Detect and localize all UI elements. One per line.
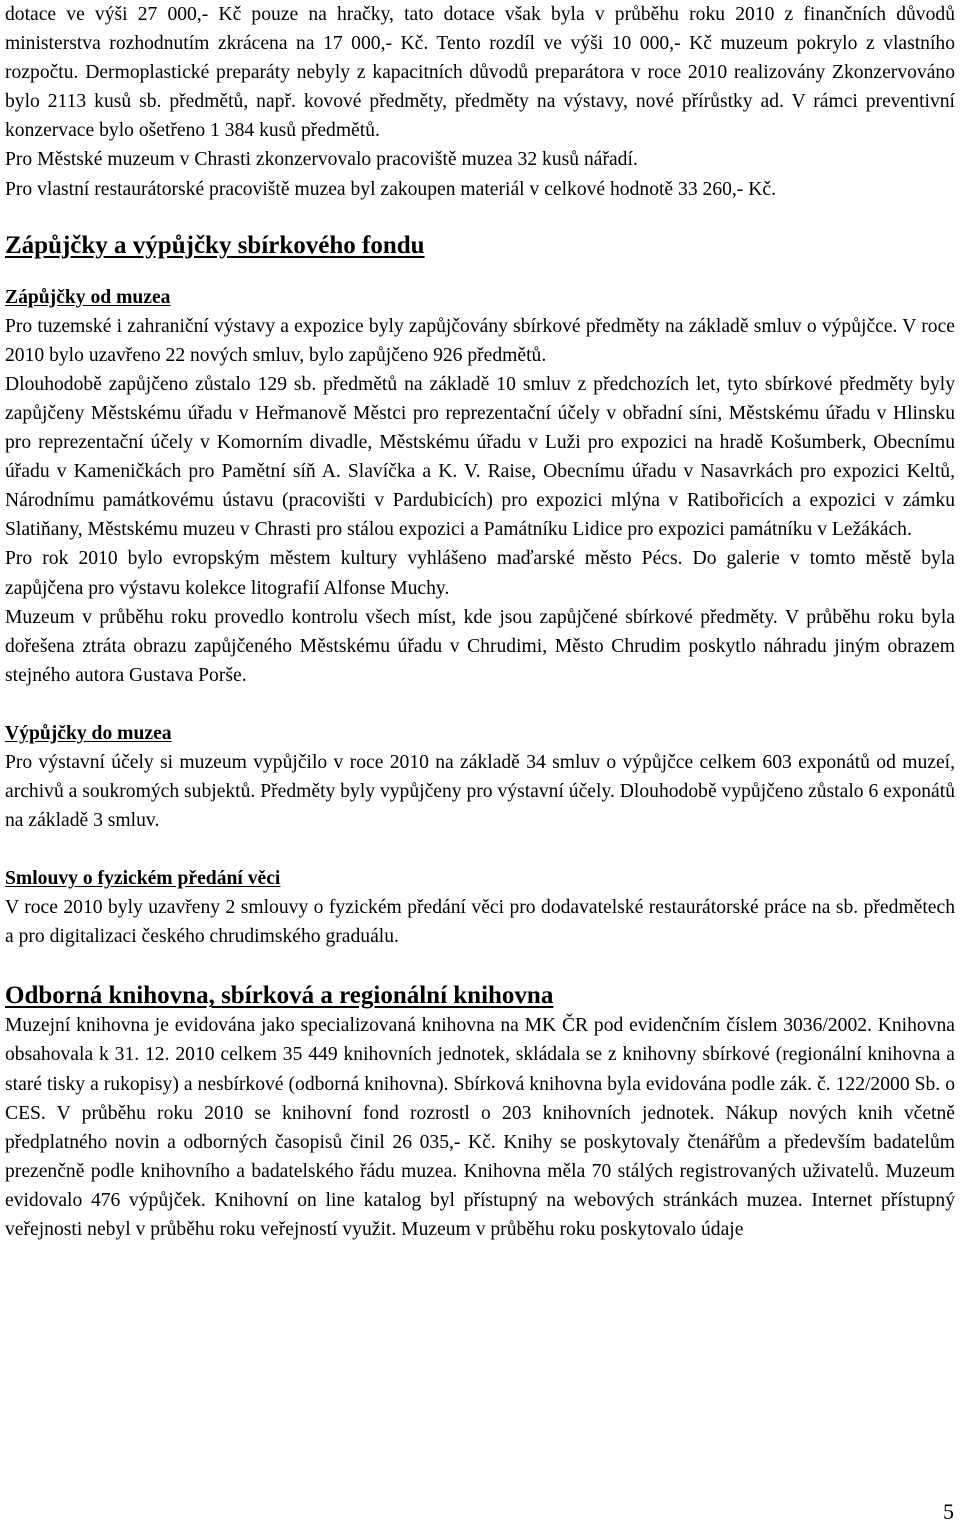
loans-in-paragraph-1: Pro výstavní účely si muzeum vypůjčilo v roce 2010 na základě 34 smluv o výpůjčce celkem 603 exponátů od muzeí, archivů a soukromých subjektů. Předměty byly vypůjčeny pro výstavní účely. Dlouhodobě vypůjčeno zůstalo 6 exponátů na základě 3 smluv. [5, 751, 955, 832]
document-page [5, 0, 955, 1244]
section-heading-library: Odborná knihovna, sbírková a regionální knihovna [5, 982, 554, 1010]
contracts-paragraph-1: V roce 2010 byly uzavřeny 2 smlouvy o fyzickém předání věci pro dodavatelské restaurátorské práce na sb. předmětech a pro digitalizaci českého chrudimského graduálu. [5, 897, 955, 948]
intro-paragraph-2: Pro Městské muzeum v Chrasti zkonzervovalo pracoviště muzea 32 kusů nářadí. [5, 149, 638, 171]
intro-paragraph-3: Pro vlastní restaurátorské pracoviště muzea byl zakoupen materiál v celkové hodnotě 33 260,- Kč. [5, 178, 776, 200]
section-heading-loans: Zápůjčky a výpůjčky sbírkového fondu [5, 231, 425, 259]
library-paragraph-1: Muzejní knihovna je evidována jako specializovaná knihovna na MK ČR pod evidenčním číslem 3036/2002. Knihovna obsahovala k 31. 12. 2010 celkem 35 449 knihovních jednotek, skládala se z knihovny sbírkové (regionální knihovna a staré tisky a rukopisy) a nesbírkové (odborná knihovna). Sbírková knihovna byla evidována podle zák. č. 122/2000 Sb. o CES. V průběhu roku 2010 se knihovní fond rozrostl o 203 knihovních jednotek. Nákup nových knih včetně předplatného novin a odborných časopisů činil 26 035,- Kč. Knihy se poskytovaly čtenářům a především badatelům prezenčně podle knihovního a badatelského řádu muzea. Knihovna měla 70 stálých registrovaných uživatelů. Muzeum evidovalo 476 výpůjček. Knihovní on line katalog byl přístupný na webových stránkách muzea. Internet přístupný veřejnosti nebyl v průběhu roku veřejností využit. Muzeum v průběhu roku poskytovalo údaje [5, 1015, 955, 1240]
loans-out-paragraph-4: Muzeum v průběhu roku provedlo kontrolu všech míst, kde jsou zapůjčené sbírkové předměty. V průběhu roku byla dořešena ztráta obrazu zapůjčeného Městskému úřadu v Chrudimi, Město Chrudim poskytlo náhradu jiným obrazem stejného autora Gustava Porše. [5, 606, 955, 686]
loans-out-paragraph-2: Dlouhodobě zapůjčeno zůstalo 129 sb. předmětů na základě 10 smluv z předchozích let, tyto sbírkové předměty byly zapůjčeny Městskému úřadu v Heřmanově Městci pro reprezentační účely v obřadní síni, Městskému úřadu v Hlinsku pro reprezentační účely v Komorním divadle, Městskému úřadu v Luži pro expozici na hradě Košumberk, Obecnímu úřadu v Kameničkách pro Pamětní síň A. Slavíčka a K. V. Raise, Obecnímu úřadu v Nasavrkách pro expozici Keltů, Národnímu památkovému ústavu (pracovišti v Pardubicích) pro expozici mlýna v Ratibořicích a expozici v zámku Slatiňany, Městskému muzeu v Chrasti pro stálou expozici a Památníku Lidice pro expozici památníku v Ležákách. [5, 373, 955, 541]
loans-out-paragraph-1: Pro tuzemské i zahraniční výstavy a expozice byly zapůjčovány sbírkové předměty na základě smluv o výpůjčce. V roce 2010 bylo uzavřeno 22 nových smluv, bylo zapůjčeno 926 předmětů. [5, 315, 955, 366]
subheading-loans-in: Výpůjčky do muzea [5, 722, 172, 744]
subheading-contracts: Smlouvy o fyzickém předání věci [5, 868, 281, 890]
intro-paragraph-1: dotace ve výši 27 000,- Kč pouze na hračky, tato dotace však byla v průběhu roku 2010 z finančních důvodů ministerstva rozhodnutím zkrácena na 17 000,- Kč. Tento rozdíl ve výši 10 000,- Kč muzeum pokrylo z vlastního rozpočtu. Dermoplastické preparáty nebyly z kapacitních důvodů preparátora v roce 2010 realizovány Zkonzervováno bylo 2113 kusů sb. předmětů, např. kovové předměty, předměty na výstavy, nové přírůstky ad. V rámci preventivní konzervace bylo ošetřeno 1 384 kusů předmětů. [5, 4, 955, 142]
page-number: 5 [943, 1499, 954, 1524]
subheading-loans-out: Zápůjčky od muzea [5, 286, 171, 308]
loans-out-paragraph-3: Pro rok 2010 bylo evropským městem kultury vyhlášeno maďarské město Pécs. Do galerie v tomto městě byla zapůjčena pro výstavu kolekce litografií Alfonse Muchy. [5, 548, 955, 599]
